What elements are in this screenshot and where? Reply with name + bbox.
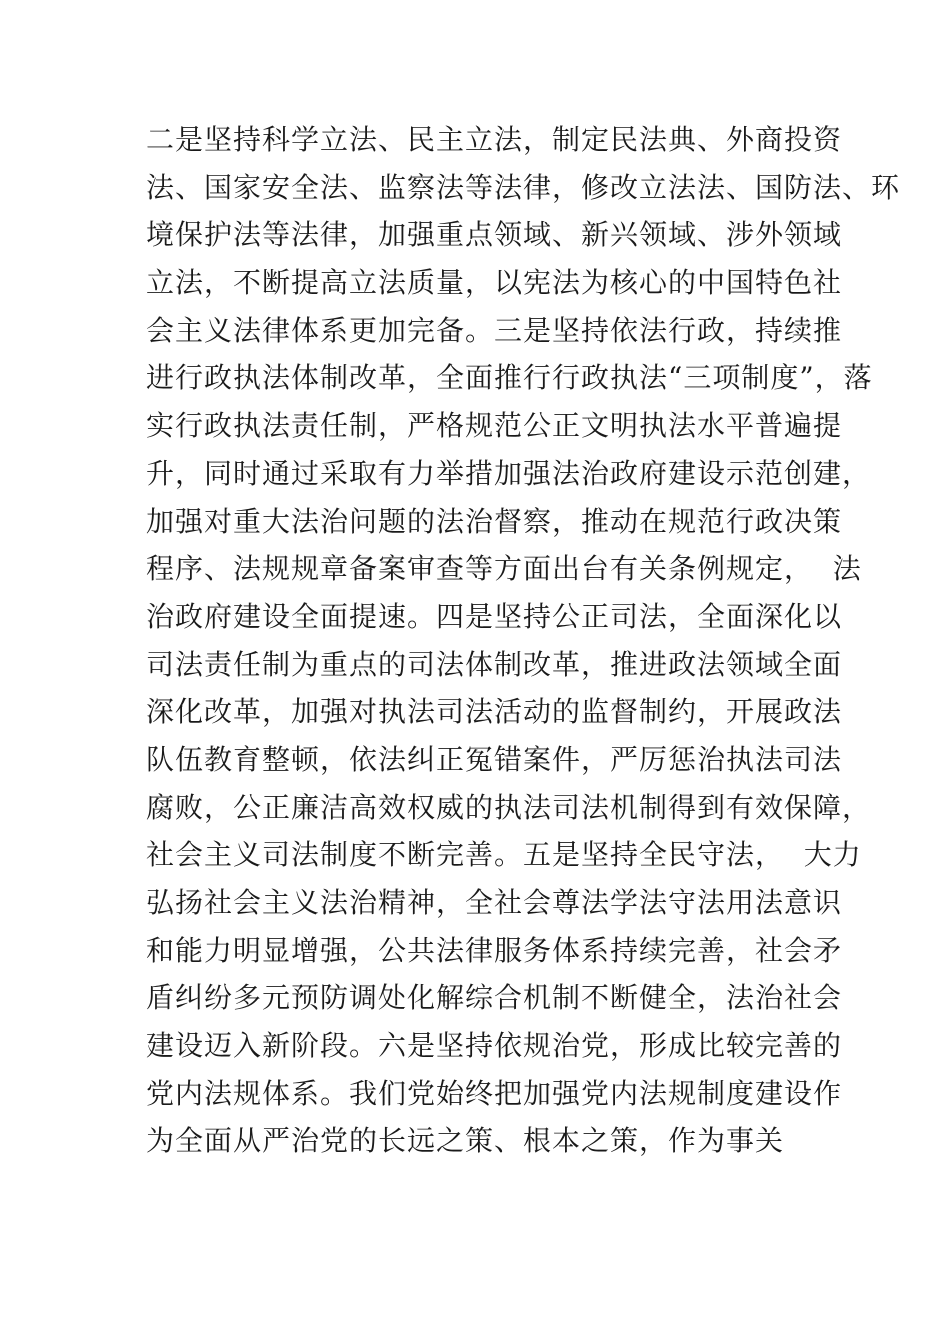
text-line: 盾纠纷多元预防调处化解综合机制不断健全，法治社会	[146, 981, 843, 1015]
text-line: 二是坚持科学立法、民主立法，制定民法典、外商投资	[146, 123, 843, 156]
text-line: 深化改革，加强对执法司法活动的监督制约，开展政法	[146, 695, 843, 729]
text-line: 建设迈入新阶段。六是坚持依规治党，形成比较完善的	[146, 1029, 843, 1063]
text-line: 队伍教育整顿，依法纠正冤错案件，严厉惩治执法司法	[146, 742, 843, 776]
text-line: 境保护法等法律，加强重点领域、新兴领域、涉外领域	[146, 218, 843, 252]
text-line: 立法，不断提高立法质量，以宪法为核心的中国特色社	[146, 266, 843, 300]
text-line: 实行政执法责任制，严格规范公正文明执法水平普遍提	[146, 409, 843, 443]
text-line: 为全面从严治党的长远之策、根本之策，作为事关	[146, 1124, 785, 1158]
text-line: 治政府建设全面提速。四是坚持公正司法，全面深化以	[146, 599, 843, 633]
text-line: 和能力明显增强，公共法律服务体系持续完善，社会矛	[146, 933, 843, 967]
text-line: 程序、法规规章备案审查等方面出台有关条例规定， 法	[146, 552, 862, 586]
text-line: 弘扬社会主义法治精神，全社会尊法学法守法用法意识	[146, 886, 843, 919]
text-line: 司法责任制为重点的司法体制改革，推进政法领域全面	[146, 647, 843, 681]
text-line: 腐败，公正廉洁高效权威的执法司法机制得到有效保障，	[146, 790, 872, 824]
text-line: 法、国家安全法、监察法等法律，修改立法法、国防法、环	[146, 170, 901, 204]
text-line: 进行政执法体制改革，全面推行行政执法“三项制度”，落	[146, 361, 873, 395]
text-line: 党内法规体系。我们党始终把加强党内法规制度建设作	[146, 1076, 843, 1110]
text-line: 会主义法律体系更加完备。三是坚持依法行政，持续推	[146, 313, 843, 347]
body-paragraph	[146, 116, 901, 1165]
text-line: 升，同时通过采取有力举措加强法治政府建设示范创建，	[146, 456, 872, 490]
text-line: 社会主义司法制度不断完善。五是坚持全民守法， 大力	[146, 838, 862, 872]
text-line: 加强对重大法治问题的法治督察，推动在规范行政决策	[146, 504, 843, 538]
